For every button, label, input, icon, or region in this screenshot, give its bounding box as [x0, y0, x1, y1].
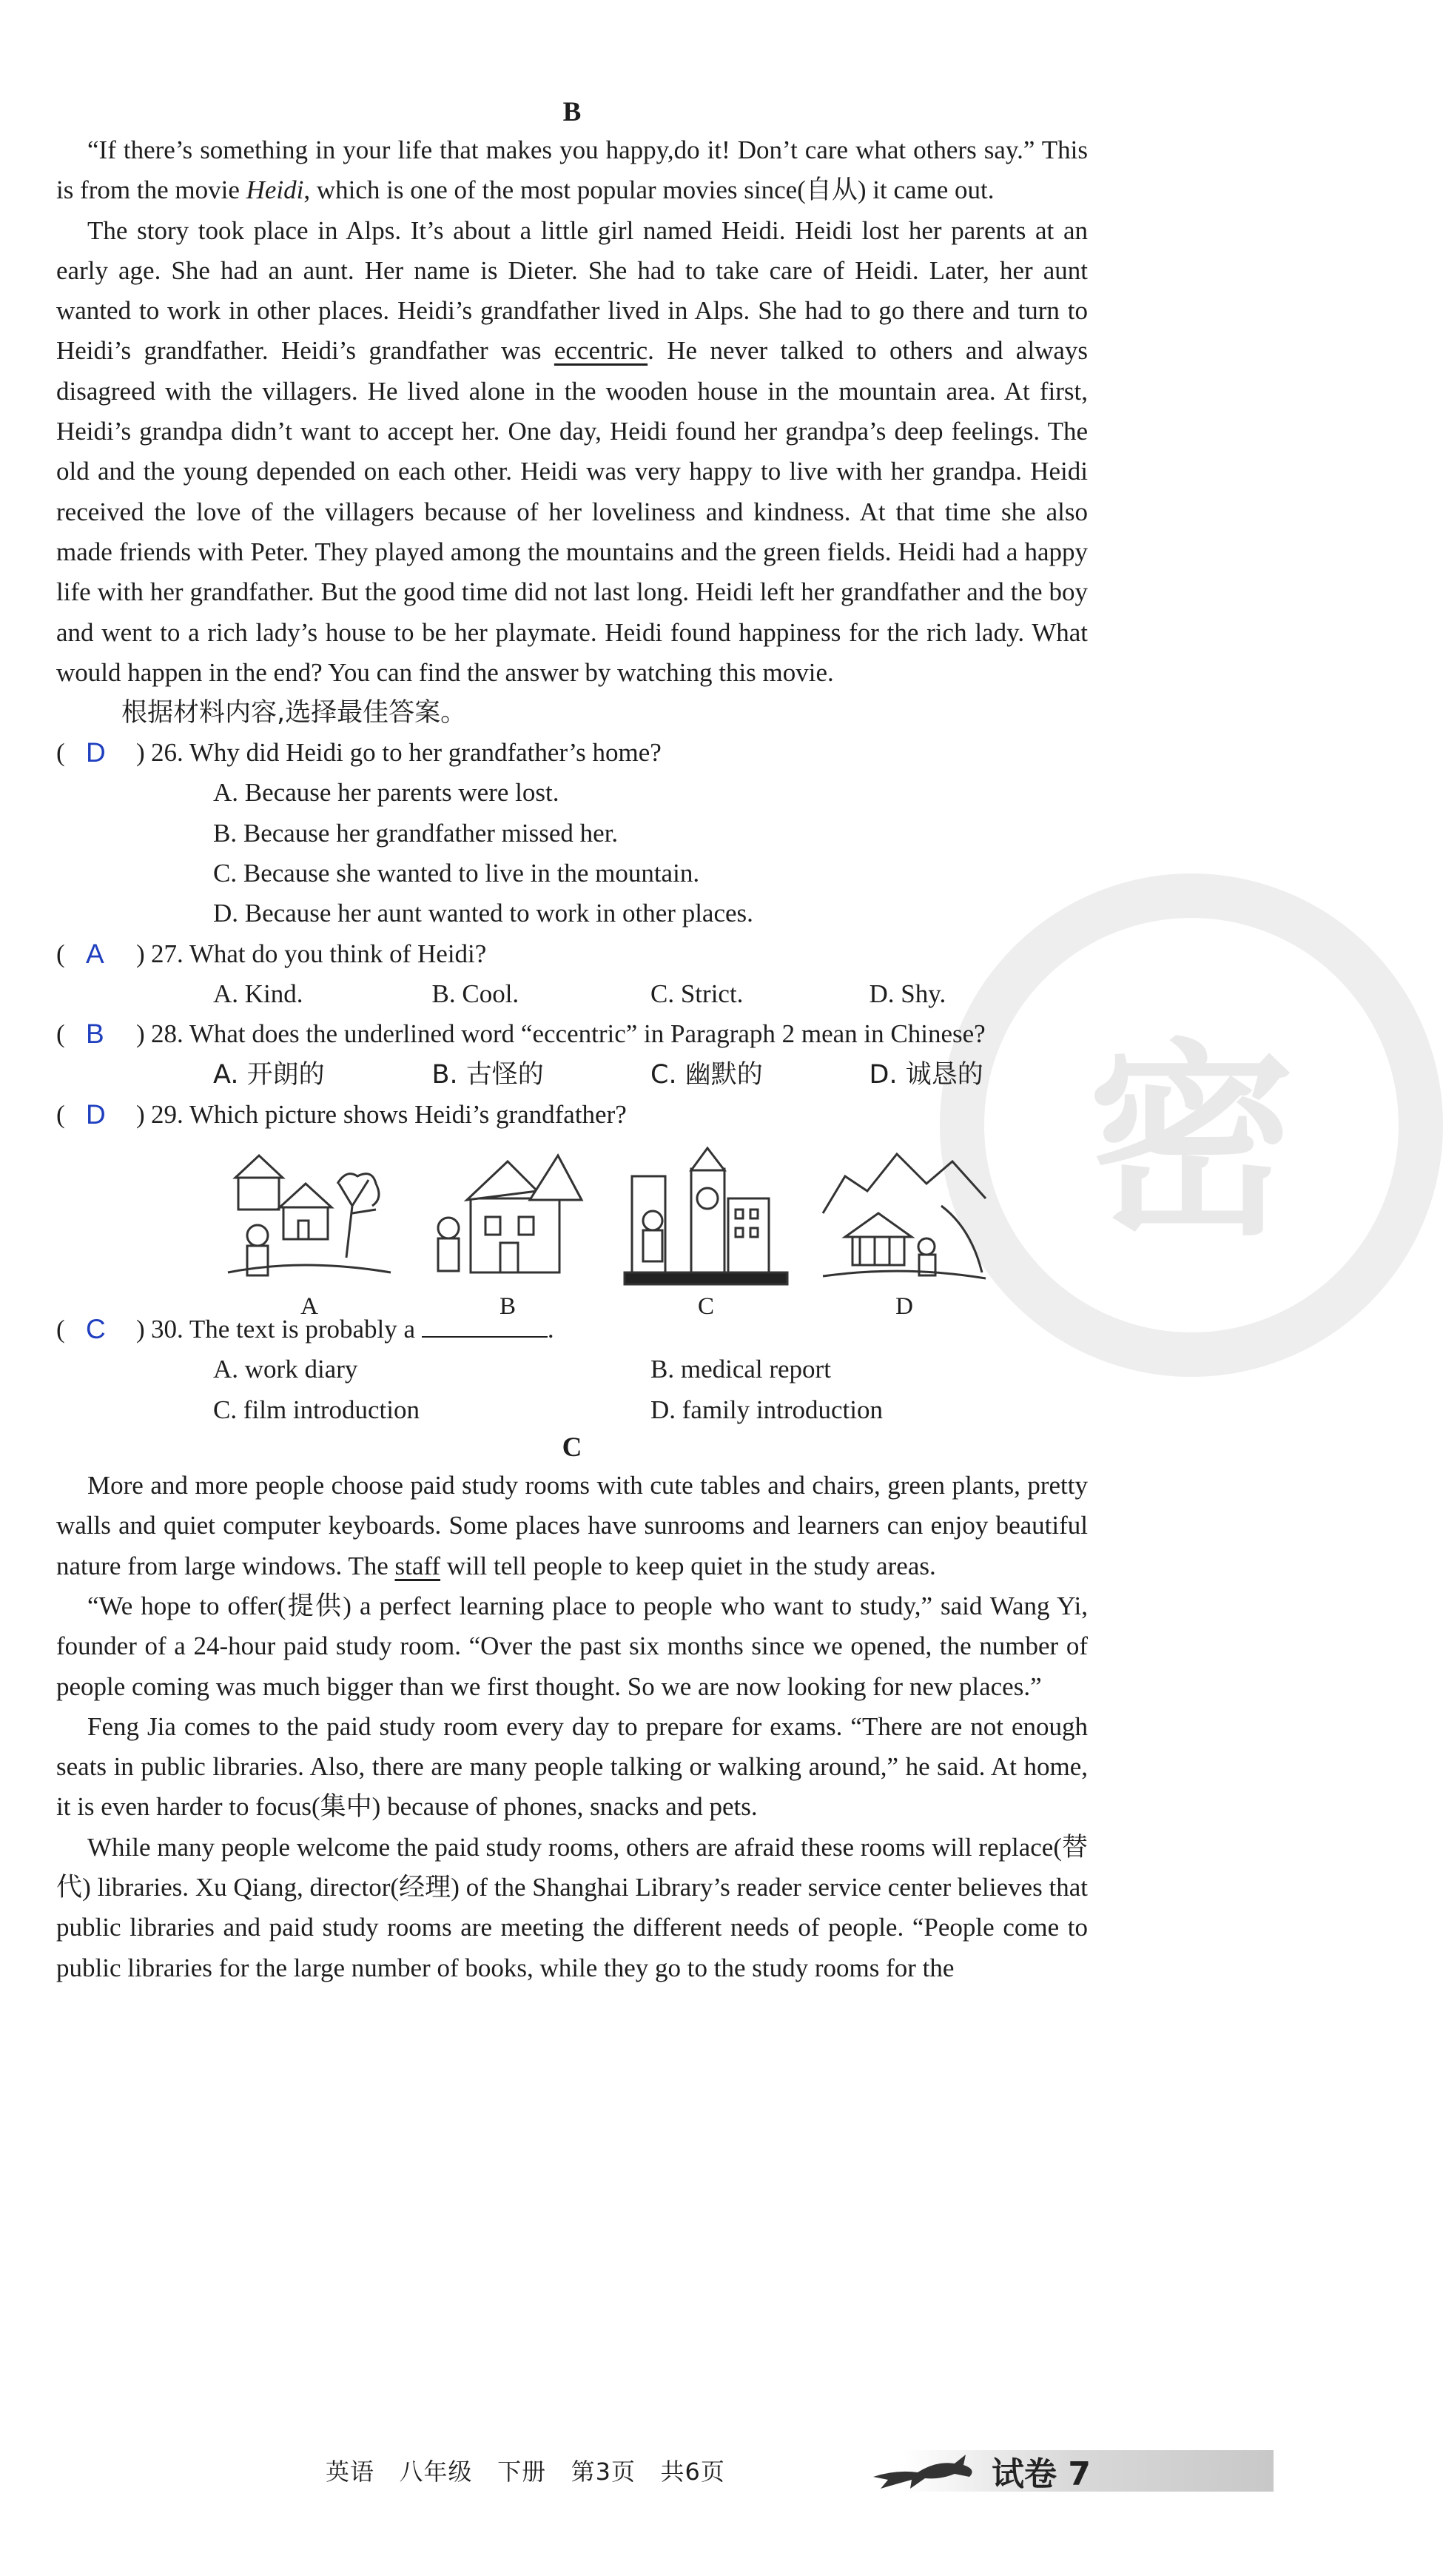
- question-stem: 28. What does the underlined word “eccentric” in Paragraph 2 mean in Chinese?: [151, 1019, 986, 1049]
- section-b-story-paragraph: The story took place in Alps. It’s about a little girl named Heidi. Heidi lost her parents at an early age. She had an aunt. Her name is Dieter. She had to take care of Heidi. Later, her aunt wanted to work in other places. Heidi’s grandfather lived in Alps. She had to go there and turn to Heidi’s grandfather. Heidi’s grandfather was eccentric. He never talked to others and always disagreed with the villagers. He lived alone in the wooden house in the mountain area. At first, Heidi’s grandpa didn’t want to accept her. One day, Heidi found her grandpa’s deep feelings. The old and the young depended on each other. Heidi was very happy to live with her grandpa. Heidi received the love of the villagers because of her loveliness and kindness. At that time she also made friends with Peter. They played among the mountains and the green fields. Heidi had a happy life with her grandfather. But the good time did not last long. Heidi left her grandfather and the boy and went to a rich lady’s house to be her playmate. Heidi found happiness for the rich lady. What would happen in the end? You can find the answer by watching this movie.: [56, 215, 1088, 687]
- section-c-paragraph-1: More and more people choose paid study rooms with cute tables and chairs, green plants, pretty walls and quiet computer keyboards. Some places have sunrooms and learners can enjoy beautiful nature from large windows. The staff will tell people to keep quiet in the study areas.: [56, 1471, 1088, 1580]
- option: B. Because her grandfather missed her.: [213, 818, 619, 848]
- picture-label: C: [697, 1293, 714, 1321]
- option-row: [56, 1349, 1088, 1389]
- page-content: [56, 95, 1088, 1988]
- option: B. 古怪的: [431, 1059, 544, 1090]
- answer-bracket: ( C ): [56, 1309, 148, 1349]
- movie-title: Heidi: [246, 175, 304, 205]
- footer-subject: 英语: [326, 2458, 375, 2486]
- footer-page: 第3页: [571, 2458, 636, 2486]
- footer-volume: 下册: [497, 2458, 547, 2486]
- footer-info: [326, 2453, 725, 2487]
- question-stem: 30. The text is probably a: [151, 1315, 416, 1344]
- answer-bracket: ( A ): [56, 934, 148, 974]
- section-b-title: B: [562, 97, 582, 127]
- page-footer: [0, 2437, 1274, 2503]
- option: D. 诚恳的: [869, 1059, 983, 1090]
- question-27: [56, 934, 1088, 974]
- section-b-instruction: 根据材料内容,选择最佳答案。: [121, 698, 467, 728]
- option: C. Strict.: [650, 979, 744, 1008]
- picture-label: A: [300, 1293, 318, 1321]
- exam-badge: 试卷 7: [992, 2455, 1091, 2493]
- picture-label: D: [895, 1293, 913, 1321]
- option: A. 开朗的: [213, 1059, 325, 1090]
- mountain-hut-picture: [823, 1147, 986, 1287]
- option: C. film introduction: [213, 1395, 420, 1424]
- answer-mark: A: [86, 938, 104, 969]
- option-row: [56, 1055, 1088, 1095]
- picture-options: [56, 1147, 1088, 1321]
- option: B. medical report: [650, 1355, 831, 1384]
- option: A. work diary: [213, 1355, 358, 1384]
- question-stem: 27. What do you think of Heidi?: [151, 939, 487, 968]
- answer-mark: D: [86, 737, 106, 768]
- answer-bracket: ( B ): [56, 1014, 148, 1054]
- question-stem: 29. Which picture shows Heidi’s grandfather?: [151, 1099, 627, 1129]
- answer-bracket: ( D ): [56, 1095, 148, 1135]
- option-row: [56, 974, 1088, 1014]
- section-c-title: C: [562, 1432, 582, 1463]
- option: D. Because her aunt wanted to work in other places.: [213, 899, 753, 928]
- footer-grade: 八年级: [399, 2458, 473, 2486]
- section-b-quote-paragraph: “If there’s something in your life that makes you happy,do it! Don’t care what others say.” This is from the movie Heidi, which is one of the most popular movies since(自从) it came out.: [56, 135, 1088, 205]
- section-c-paragraph-4: While many people welcome the paid study rooms, others are afraid these rooms will replace(替代) libraries. Xu Qiang, director(经理) of the Shanghai Library’s reader service center believes that public libraries and paid study rooms are meeting the different needs of people. “People come to public libraries for the large number of books, while they go to the study rooms for the: [56, 1832, 1088, 1982]
- answer-mark: B: [86, 1019, 104, 1050]
- city-picture: [625, 1147, 787, 1287]
- house-picture: [426, 1147, 589, 1287]
- question-stem: 26. Why did Heidi go to her grandfather’s home?: [151, 738, 662, 768]
- underlined-word-staff: staff: [394, 1551, 441, 1580]
- answer-bracket: ( D ): [56, 733, 148, 773]
- underlined-word-eccentric: eccentric: [554, 336, 648, 366]
- question-26: [56, 733, 1088, 773]
- picture-option-b: [408, 1147, 607, 1321]
- question-30: ( C ) 30. The text is probably a .: [56, 1309, 1088, 1349]
- option: D. Shy.: [869, 979, 946, 1008]
- question-28: [56, 1014, 1088, 1054]
- seal-watermark: 密: [940, 873, 1443, 1377]
- answer-blank: [422, 1314, 548, 1338]
- picture-option-d: [805, 1147, 1003, 1321]
- option: C. Because she wanted to live in the mountain.: [213, 859, 700, 888]
- answer-mark: C: [86, 1314, 106, 1345]
- picture-label: B: [499, 1293, 516, 1321]
- footer-total: 共6页: [660, 2458, 725, 2486]
- option: C. 幽默的: [650, 1059, 763, 1090]
- horse-icon: [866, 2447, 984, 2492]
- question-29: [56, 1095, 1088, 1135]
- section-c-paragraph-3: Feng Jia comes to the paid study room every day to prepare for exams. “There are not enough seats in public libraries. Also, there are many people talking or walking around,” he said. At home, it is even harder to focus(集中) because of phones, snacks and pets.: [56, 1711, 1088, 1822]
- option: D. family introduction: [650, 1395, 883, 1424]
- answer-mark: D: [86, 1099, 106, 1130]
- option: A. Because her parents were lost.: [213, 778, 559, 808]
- option-row: [56, 1390, 1088, 1430]
- picture-option-a: [210, 1147, 408, 1321]
- picture-option-c: [607, 1147, 805, 1321]
- village-picture: [228, 1147, 391, 1287]
- option: B. Cool.: [431, 979, 519, 1008]
- option: A. Kind.: [213, 979, 303, 1008]
- section-c-paragraph-2: “We hope to offer(提供) a perfect learning place to people who want to study,” said Wang Yi, founder of a 24-hour paid study room. “Over the past six months since we opened, the number of people coming was much bigger than we first thought. So we are now looking for new places.”: [56, 1591, 1088, 1701]
